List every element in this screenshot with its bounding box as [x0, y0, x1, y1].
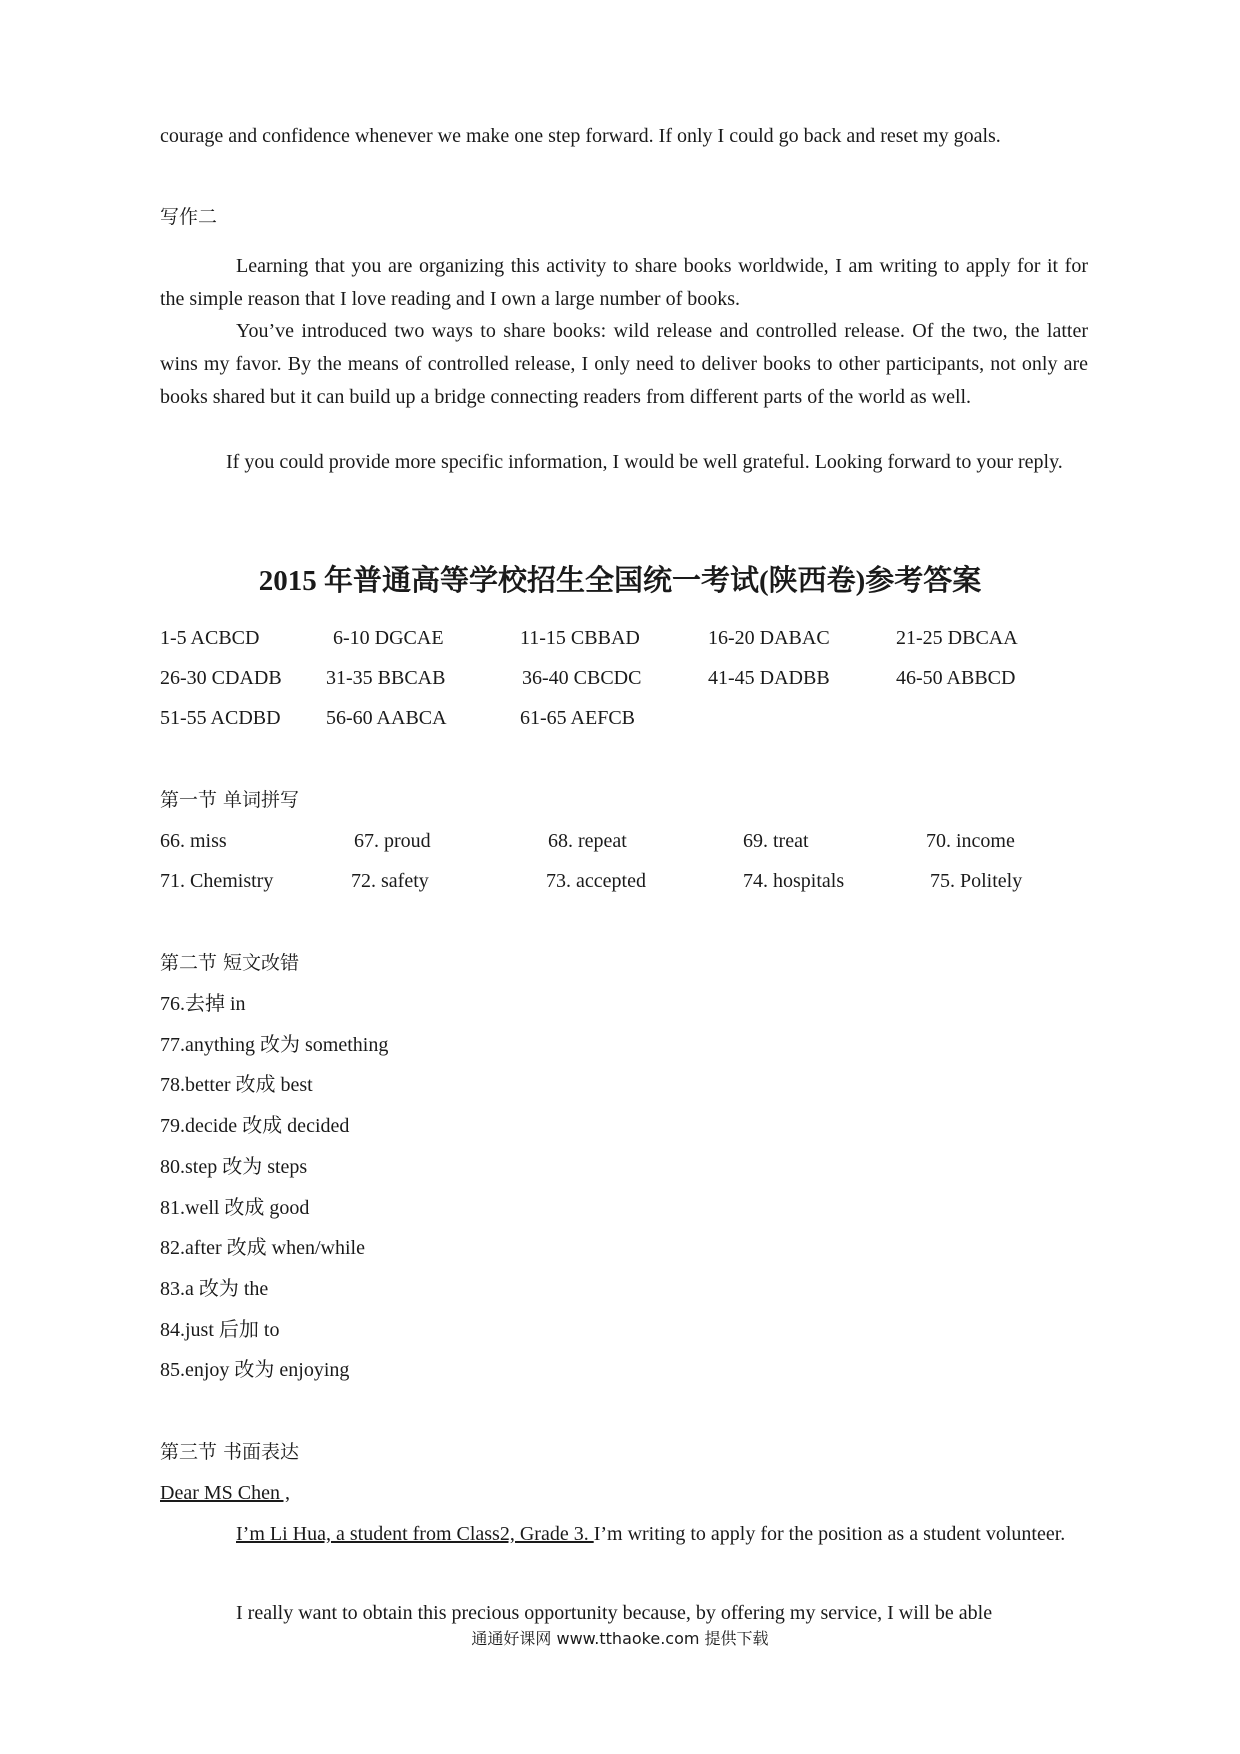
- spelling-answer: 70. income: [926, 830, 1015, 852]
- mc-answer: 16-20 DABAC: [708, 627, 830, 649]
- continued-text: courage and confidence whenever we make one step forward. If only I could go back and reset my goals.: [160, 125, 1001, 147]
- letter-paragraph-1: [160, 1514, 1088, 1555]
- writing2-heading: 写作二: [160, 206, 218, 228]
- spelling-answer: 74. hospitals: [743, 870, 845, 892]
- page-footer: 通通好课网 www.tthaoke.com 提供下载: [471, 1629, 769, 1648]
- correction-item: 85.enjoy 改为 enjoying: [160, 1359, 350, 1381]
- exam-title: 2015 年普通高等学校招生全国统一考试(陕西卷)参考答案: [258, 565, 982, 597]
- letter-salutation: Dear MS Chen ,: [160, 1482, 290, 1504]
- mc-answer: 41-45 DADBB: [708, 667, 830, 689]
- correction-item: 78.better 改成 best: [160, 1074, 313, 1096]
- writing2-paragraph-3: If you could provide more specific information, I would be well grateful. Looking forward to your reply.: [226, 451, 1063, 473]
- section2-heading: 第二节 短文改错: [160, 952, 300, 974]
- correction-item: 77.anything 改为 something: [160, 1034, 389, 1056]
- mc-answer: 56-60 AABCA: [326, 707, 447, 729]
- correction-item: 79.decide 改成 decided: [160, 1115, 350, 1137]
- spelling-answer: 68. repeat: [548, 830, 627, 852]
- mc-answer: 36-40 CBCDC: [522, 667, 642, 689]
- spelling-answer: 69. treat: [743, 830, 809, 852]
- mc-answer: 46-50 ABBCD: [896, 667, 1016, 689]
- writing2-paragraph-2: You’ve introduced two ways to share books: wild release and controlled release. Of the two, the latter wins my favor. By the means of controlled release, I only need to deliver books to other participants, not only are books shared but it can build up a bridge connecting readers from different parts of the world as well.: [160, 320, 1088, 408]
- section3-heading: 第三节 书面表达: [160, 1441, 300, 1463]
- writing2-paragraph-1: Learning that you are organizing this activity to share books worldwide, I am writing to apply for it for the simple reason that I love reading and I own a large number of books.: [160, 255, 1088, 310]
- mc-answer: 51-55 ACDBD: [160, 707, 281, 729]
- spelling-answer: 66. miss: [160, 830, 227, 852]
- spelling-answer: 67. proud: [354, 830, 431, 852]
- mc-answer: 6-10 DGCAE: [333, 627, 444, 649]
- correction-item: 76.去掉 in: [160, 993, 246, 1015]
- correction-item: 83.a 改为 the: [160, 1278, 269, 1300]
- letter-intro-rest: I’m writing to apply for the position as a student volunteer.: [593, 1523, 1066, 1545]
- mc-answer: 21-25 DBCAA: [896, 627, 1018, 649]
- section1-heading: 第一节 单词拼写: [160, 789, 300, 811]
- correction-item: 81.well 改成 good: [160, 1197, 310, 1219]
- spelling-answer: 72. safety: [351, 870, 429, 892]
- mc-answer: 31-35 BBCAB: [326, 667, 446, 689]
- mc-answer: 11-15 CBBAD: [520, 627, 640, 649]
- mc-answer: 26-30 CDADB: [160, 667, 282, 689]
- mc-answer: 1-5 ACBCD: [160, 627, 260, 649]
- letter-intro-underlined: I’m Li Hua, a student from Class2, Grade 3.: [236, 1523, 594, 1545]
- letter-paragraph-2: I really want to obtain this precious opportunity because, by offering my service, I will be able: [236, 1602, 993, 1624]
- spelling-answer: 73. accepted: [546, 870, 646, 892]
- spelling-answer: 71. Chemistry: [160, 870, 274, 892]
- correction-item: 80.step 改为 steps: [160, 1156, 308, 1178]
- mc-answer: 61-65 AEFCB: [520, 707, 636, 729]
- correction-item: 82.after 改成 when/while: [160, 1237, 365, 1259]
- spelling-answer: 75. Politely: [930, 870, 1023, 892]
- correction-item: 84.just 后加 to: [160, 1319, 280, 1341]
